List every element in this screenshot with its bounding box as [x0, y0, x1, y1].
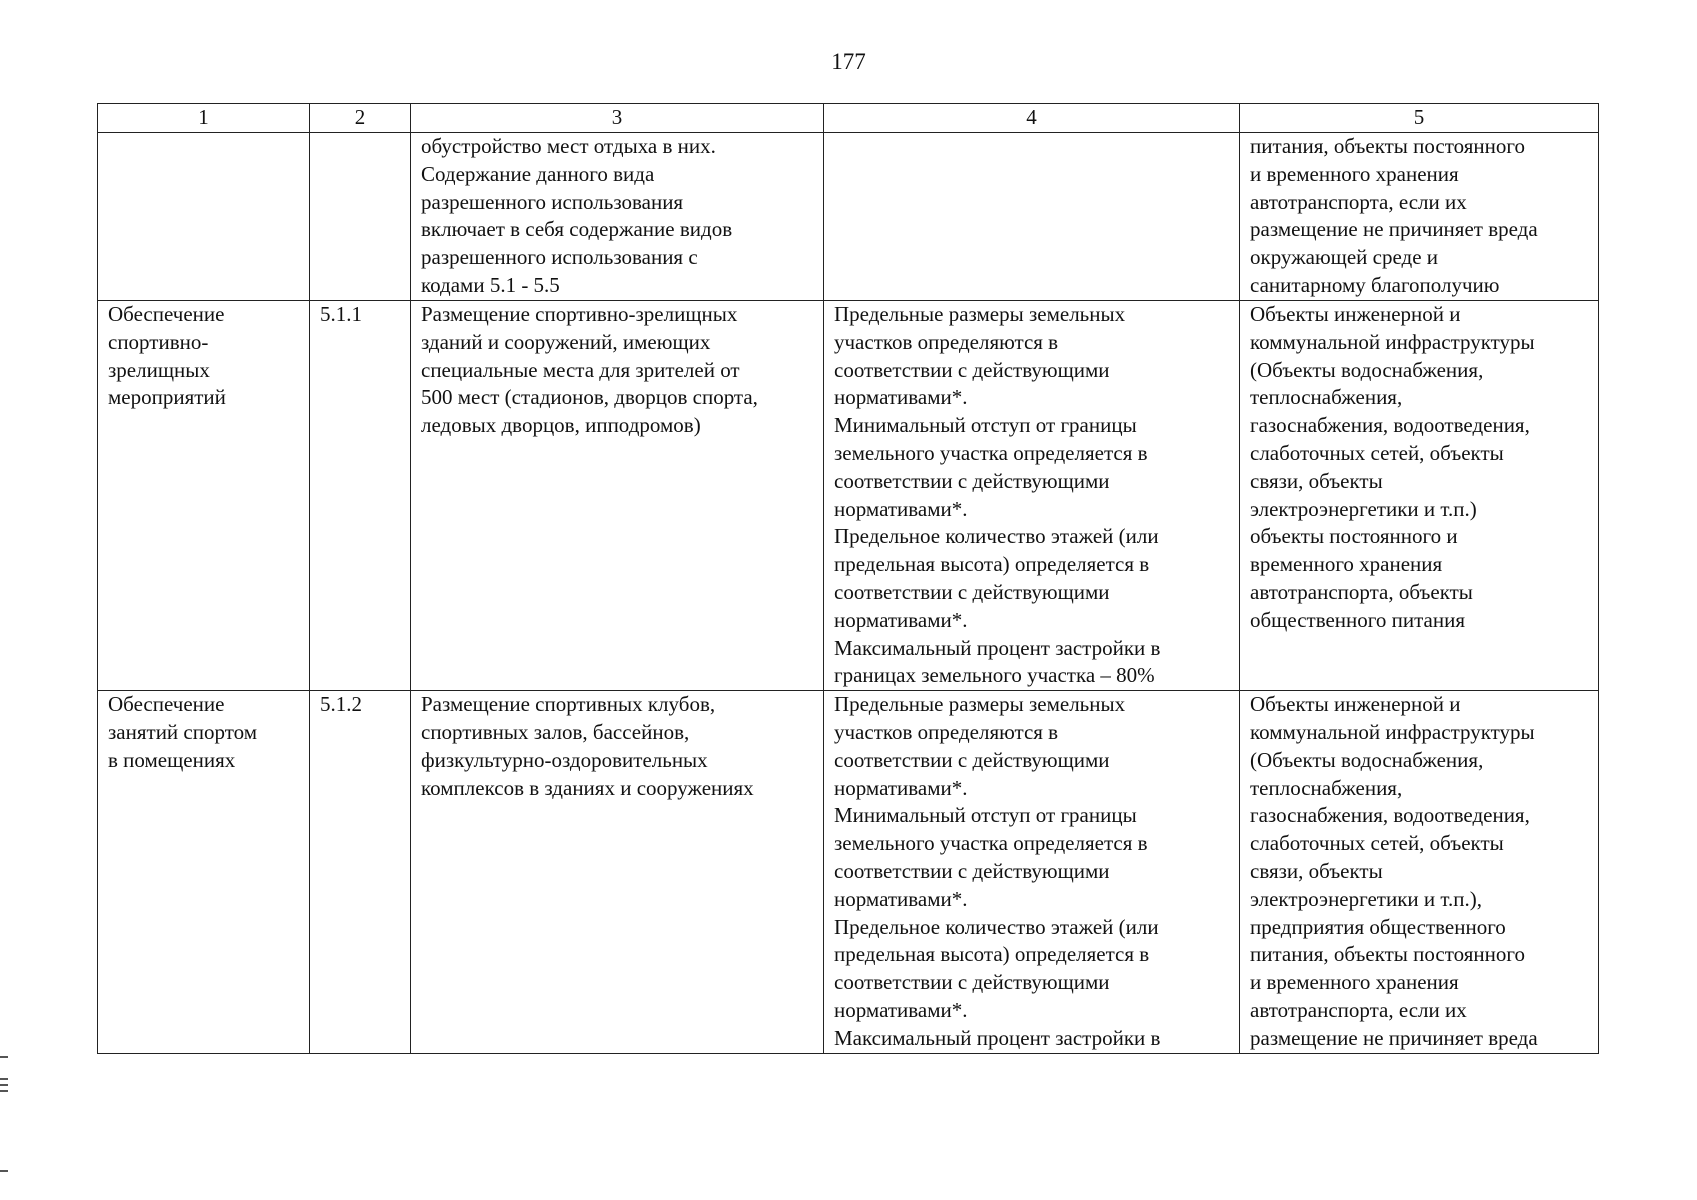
cell-text-line: ледовых дворцов, ипподромов): [421, 413, 701, 438]
scan-edge-mark: [0, 1090, 8, 1092]
cell-text-line: размещение не причиняет вреда: [1250, 217, 1538, 242]
auxiliary-uses-cell: [1240, 133, 1599, 301]
table-header-row: [98, 104, 1599, 133]
cell-text-line: Минимальный отступ от границы: [834, 413, 1137, 438]
description-cell: [411, 691, 824, 1053]
cell-text-line: электроэнергетики и т.п.),: [1250, 886, 1482, 911]
table-row: [98, 133, 1599, 301]
parameters-cell: [824, 133, 1240, 301]
cell-text-line: участков определяются в: [834, 719, 1059, 744]
cell-text-line: границах земельного участка – 80%: [834, 663, 1155, 688]
cell-text-line: размещение не причиняет вреда: [1250, 1025, 1538, 1050]
column-header-1: 1: [98, 104, 310, 133]
scan-edge-mark: [0, 1078, 8, 1080]
scan-edge-mark: [0, 1084, 8, 1086]
cell-text-line: нормативами*.: [834, 385, 968, 410]
cell-text-line: связи, объекты: [1250, 468, 1383, 493]
cell-text-line: Предельные размеры земельных: [834, 302, 1126, 326]
cell-text-line: занятий спортом: [108, 719, 257, 744]
description-cell: [411, 133, 824, 301]
cell-text-line: включает в себя содержание видов: [421, 217, 733, 242]
cell-text-line: слаботочных сетей, объекты: [1250, 440, 1504, 465]
cell-text-line: теплоснабжения,: [1250, 385, 1403, 410]
cell-text-line: Минимальный отступ от границы: [834, 803, 1137, 828]
cell-text-line: специальные места для зрителей от: [421, 357, 740, 382]
cell-text-line: 5.1.2: [320, 692, 362, 717]
cell-text-line: временного хранения: [1250, 552, 1443, 577]
cell-text-line: Предельное количество этажей (или: [834, 914, 1159, 939]
cell-text-line: участков определяются в: [834, 329, 1059, 354]
cell-text-line: коммунальной инфраструктуры: [1250, 719, 1535, 744]
cell-text-line: объекты постоянного и: [1250, 524, 1458, 549]
cell-text-line: кодами 5.1 - 5.5: [421, 272, 560, 297]
cell-text-line: Обеспечение: [108, 692, 225, 717]
column-header-4: 4: [824, 104, 1240, 133]
cell-text-line: нормативами*.: [834, 607, 968, 632]
cell-text-line: и временного хранения: [1250, 161, 1459, 186]
cell-text-line: Объекты инженерной и: [1250, 302, 1461, 326]
cell-text-line: санитарному благополучию: [1250, 272, 1500, 297]
cell-text-line: (Объекты водоснабжения,: [1250, 357, 1484, 382]
auxiliary-uses-cell: [1240, 301, 1599, 691]
land-use-name-cell: [98, 133, 310, 301]
table-body: [98, 133, 1599, 1054]
cell-text-line: предельная высота) определяется в: [834, 552, 1150, 577]
cell-text-line: Содержание данного вида: [421, 161, 655, 186]
cell-text-line: и временного хранения: [1250, 970, 1459, 995]
cell-text-line: Обеспечение: [108, 302, 225, 326]
cell-text-line: общественного питания: [1250, 607, 1465, 632]
column-header-2: 2: [310, 104, 411, 133]
cell-text-line: соответствии с действующими: [834, 579, 1110, 604]
scan-edge-mark: [0, 1056, 8, 1058]
cell-text-line: электроэнергетики и т.п.): [1250, 496, 1477, 521]
cell-text-line: соответствии с действующими: [834, 357, 1110, 382]
cell-text-line: (Объекты водоснабжения,: [1250, 747, 1484, 772]
cell-text-line: мероприятий: [108, 385, 226, 410]
cell-text-line: питания, объекты постоянного: [1250, 134, 1525, 158]
land-use-name-cell: [98, 691, 310, 1053]
cell-text-line: газоснабжения, водоотведения,: [1250, 413, 1530, 438]
table-row: [98, 301, 1599, 691]
cell-text-line: зрелищных: [108, 357, 210, 382]
cell-text-line: соответствии с действующими: [834, 858, 1110, 883]
cell-text-line: коммунальной инфраструктуры: [1250, 329, 1535, 354]
table-row: [98, 691, 1599, 1053]
auxiliary-uses-cell: [1240, 691, 1599, 1053]
cell-text-line: разрешенного использования с: [421, 245, 698, 270]
cell-text-line: физкультурно-оздоровительных: [421, 747, 708, 772]
cell-text-line: комплексов в зданиях и сооружениях: [421, 775, 754, 800]
code-cell: [310, 301, 411, 691]
cell-text-line: нормативами*.: [834, 997, 968, 1022]
cell-text-line: спортивных залов, бассейнов,: [421, 719, 690, 744]
cell-text-line: Предельные размеры земельных: [834, 692, 1126, 717]
cell-text-line: теплоснабжения,: [1250, 775, 1403, 800]
cell-text-line: спортивно-: [108, 329, 209, 354]
description-cell: [411, 301, 824, 691]
cell-text-line: соответствии с действующими: [834, 747, 1110, 772]
cell-text-line: автотранспорта, если их: [1250, 189, 1467, 214]
cell-text-line: Предельное количество этажей (или: [834, 524, 1159, 549]
cell-text-line: окружающей среде и: [1250, 245, 1439, 270]
cell-text-line: Максимальный процент застройки в: [834, 635, 1161, 660]
cell-text-line: нормативами*.: [834, 775, 968, 800]
cell-text-line: обустройство мест отдыха в них.: [421, 134, 716, 158]
code-cell: [310, 691, 411, 1053]
cell-text-line: земельного участка определяется в: [834, 440, 1148, 465]
cell-text-line: предприятия общественного: [1250, 914, 1506, 939]
cell-text-line: автотранспорта, объекты: [1250, 579, 1473, 604]
column-header-3: 3: [411, 104, 824, 133]
cell-text-line: газоснабжения, водоотведения,: [1250, 803, 1530, 828]
land-use-name-cell: [98, 301, 310, 691]
cell-text-line: предельная высота) определяется в: [834, 942, 1150, 967]
cell-text-line: нормативами*.: [834, 496, 968, 521]
cell-text-line: Размещение спортивно-зрелищных: [421, 302, 738, 326]
cell-text-line: Объекты инженерной и: [1250, 692, 1461, 717]
cell-text-line: 5.1.1: [320, 302, 362, 326]
cell-text-line: Максимальный процент застройки в: [834, 1025, 1161, 1050]
cell-text-line: слаботочных сетей, объекты: [1250, 831, 1504, 856]
cell-text-line: нормативами*.: [834, 886, 968, 911]
cell-text-line: питания, объекты постоянного: [1250, 942, 1525, 967]
cell-text-line: соответствии с действующими: [834, 970, 1110, 995]
cell-text-line: Размещение спортивных клубов,: [421, 692, 716, 717]
code-cell: [310, 133, 411, 301]
land-use-table: [97, 103, 1599, 1054]
parameters-cell: [824, 691, 1240, 1053]
cell-text-line: 500 мест (стадионов, дворцов спорта,: [421, 385, 758, 410]
cell-text-line: связи, объекты: [1250, 858, 1383, 883]
scan-edge-mark: [0, 1170, 8, 1172]
parameters-cell: [824, 301, 1240, 691]
cell-text-line: соответствии с действующими: [834, 468, 1110, 493]
page-number: 177: [831, 49, 866, 74]
cell-text-line: разрешенного использования: [421, 189, 684, 214]
cell-text-line: в помещениях: [108, 747, 236, 772]
cell-text-line: земельного участка определяется в: [834, 831, 1148, 856]
cell-text-line: автотранспорта, если их: [1250, 997, 1467, 1022]
column-header-5: 5: [1240, 104, 1599, 133]
cell-text-line: зданий и сооружений, имеющих: [421, 329, 711, 354]
